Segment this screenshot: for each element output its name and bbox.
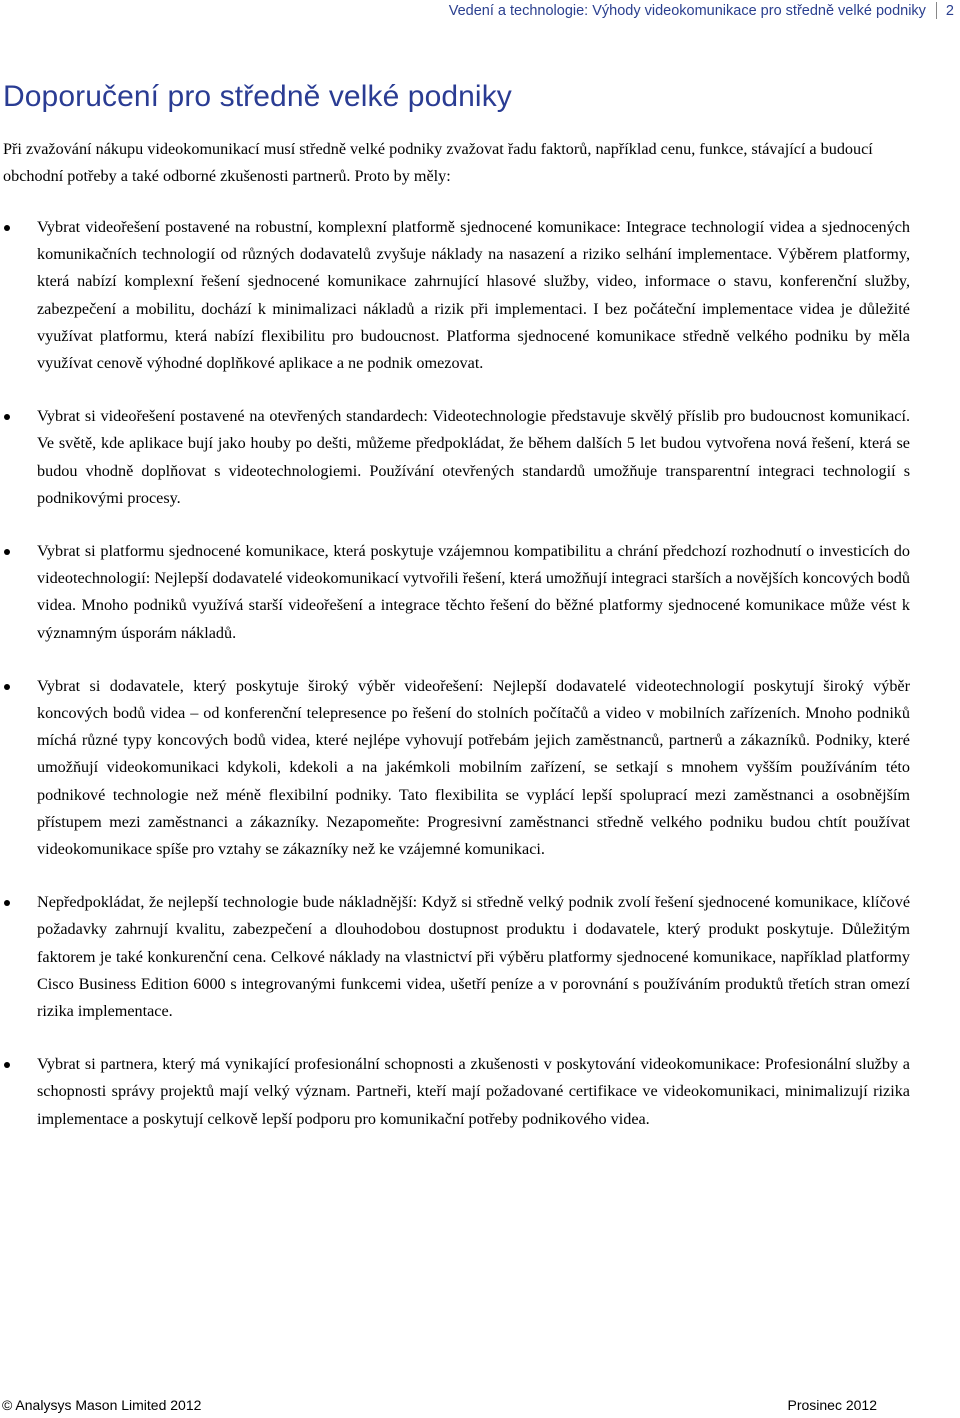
list-item-text: Nepředpokládat, že nejlepší technologie bude nákladnější: Když si středně velký podnik zvolí řešení sjednocené komunikace, klíčové požadavky zahrnují kvalitu, zabezpečení a dlouhodobou dostupnost produktu i dodavatele, který produkt poskytuje. Důležitým faktorem je také konkurenční cena. Celkové náklady na vlastnictví při výběru platformy sjednocené komunikace, například platformy Cisco Business Edition 6000 s integrovanými funkcemi videa, ušetří peníze a v porovnání s používáním produktů třetích stran omezí rizika implementace. bbox=[37, 893, 910, 1021]
list-item-text: Vybrat si platformu sjednocené komunikace, která poskytuje vzájemnou kompatibilitu a chrání předchozí rozhodnutí o investicích do videotechnologií: Nejlepší dodavatelé videokomunikací vytvořili řešení, která umožňují integraci starších a novějších koncových bodů videa. Mnoho podniků využívá starší videořešení a integrace těchto řešení do běžné platformy sjednocené komunikace může vést k významným úsporám nákladů. bbox=[37, 542, 910, 642]
recommendation-list bbox=[0, 214, 960, 1133]
list-item-text: Vybrat si dodavatele, který poskytuje široký výběr videořešení: Nejlepší dodavatelé videotechnologií poskytují široký výběr koncových bodů videa – od konferenční telepresence po řešení do stolních počítačů a video v mobilních zařízeních. Mnoho podniků míchá různé typy koncových bodů videa, které nejlépe vyhovují potřebám jejich zaměstnanců, partnerů a zákazníků. Podniky, které umožňují videokomunikaci kdykoli, kdekoli a na jakémkoli mobilním zařízení, se setkají s mnohem vyšším používáním této podnikové technologie než méně flexibilní podniky. Tato flexibilita se vyplácí lepší spoluprací mezi zaměstnanci a osobnějším přístupem mezi zaměstnanci a zákazníky. Nezapomeňte: Progresivní zaměstnanci středně velkého podniku budou chtít používat videokomunikace spíše pro vztahy se zákazníky než ke vzájemné komunikaci. bbox=[37, 676, 910, 859]
bullet-icon bbox=[4, 684, 10, 690]
running-title: Vedení a technologie: Výhody videokomunikace pro středně velké podniky bbox=[448, 2, 926, 19]
section-title: Doporučení pro středně velké podniky bbox=[3, 80, 512, 113]
list-item bbox=[0, 538, 910, 647]
bullet-icon bbox=[4, 225, 10, 231]
bullet-icon bbox=[4, 1062, 10, 1068]
page-header bbox=[449, 2, 954, 19]
intro-paragraph: Při zvažování nákupu videokomunikací musí středně velké podniky zvažovat řadu faktorů, například cenu, funkce, stávající a budoucí obchodní potřeby a také odborné zkušenosti partnerů. Proto by měly: bbox=[3, 140, 873, 185]
list-item bbox=[0, 214, 910, 377]
list-item-text: Vybrat si videořešení postavené na otevřených standardech: Videotechnologie představuje skvělý příslib pro budoucnost komunikací. Ve světě, kde aplikace bují jako houby po dešti, můžeme předpokládat, že během dalších 5 let budou vytvořena nová řešení, která se budou vhodně doplňovat s videotechnologiemi. Používání otevřených standardů umožňuje transparentní integraci technologií s podnikovými procesy. bbox=[37, 407, 910, 507]
list-item bbox=[0, 889, 910, 1025]
list-item bbox=[0, 673, 910, 863]
page-number: 2 bbox=[945, 2, 954, 19]
publication-date: Prosinec 2012 bbox=[787, 1397, 877, 1413]
list-item bbox=[0, 403, 910, 512]
header-divider bbox=[936, 2, 937, 19]
bullet-icon bbox=[4, 414, 10, 420]
list-item bbox=[0, 1051, 910, 1133]
bullet-icon bbox=[4, 900, 10, 906]
list-item-text: Vybrat si partnera, který má vynikající profesionální schopnosti a zkušenosti v poskytování videokomunikace: Profesionální služby a schopnosti správy projektů mají velký význam. Partneři, kteří mají požadované certifikace ve videokomunikaci, minimalizují rizika implementace a poskytují celkově lepší podporu pro komunikační potřeby podnikového videa. bbox=[37, 1055, 910, 1128]
list-item-text: Vybrat videořešení postavené na robustní, komplexní platformě sjednocené komunikace: Integrace technologií videa a sjednocených komunikačních technologií od různých dodavatelů zvyšuje náklady na nasazení a riziko selhání implementace. Výběrem platformy, která nabízí komplexní řešení sjednocené komunikace zahrnující hlasové služby, video, informace o stavu, konferenční služby, zabezpečení a mobilitu, dochází k minimalizaci nákladů a rizik při implementaci. I bez počáteční implementace videa je důležité využívat platformu, která nabízí flexibilitu pro budoucnost. Platforma sjednocené komunikace středně velkého podniku by měla využívat cenově výhodné doplňkové aplikace a ne podnik omezovat. bbox=[37, 218, 910, 373]
bullet-icon bbox=[4, 549, 10, 555]
copyright-notice: © Analysys Mason Limited 2012 bbox=[2, 1397, 202, 1413]
